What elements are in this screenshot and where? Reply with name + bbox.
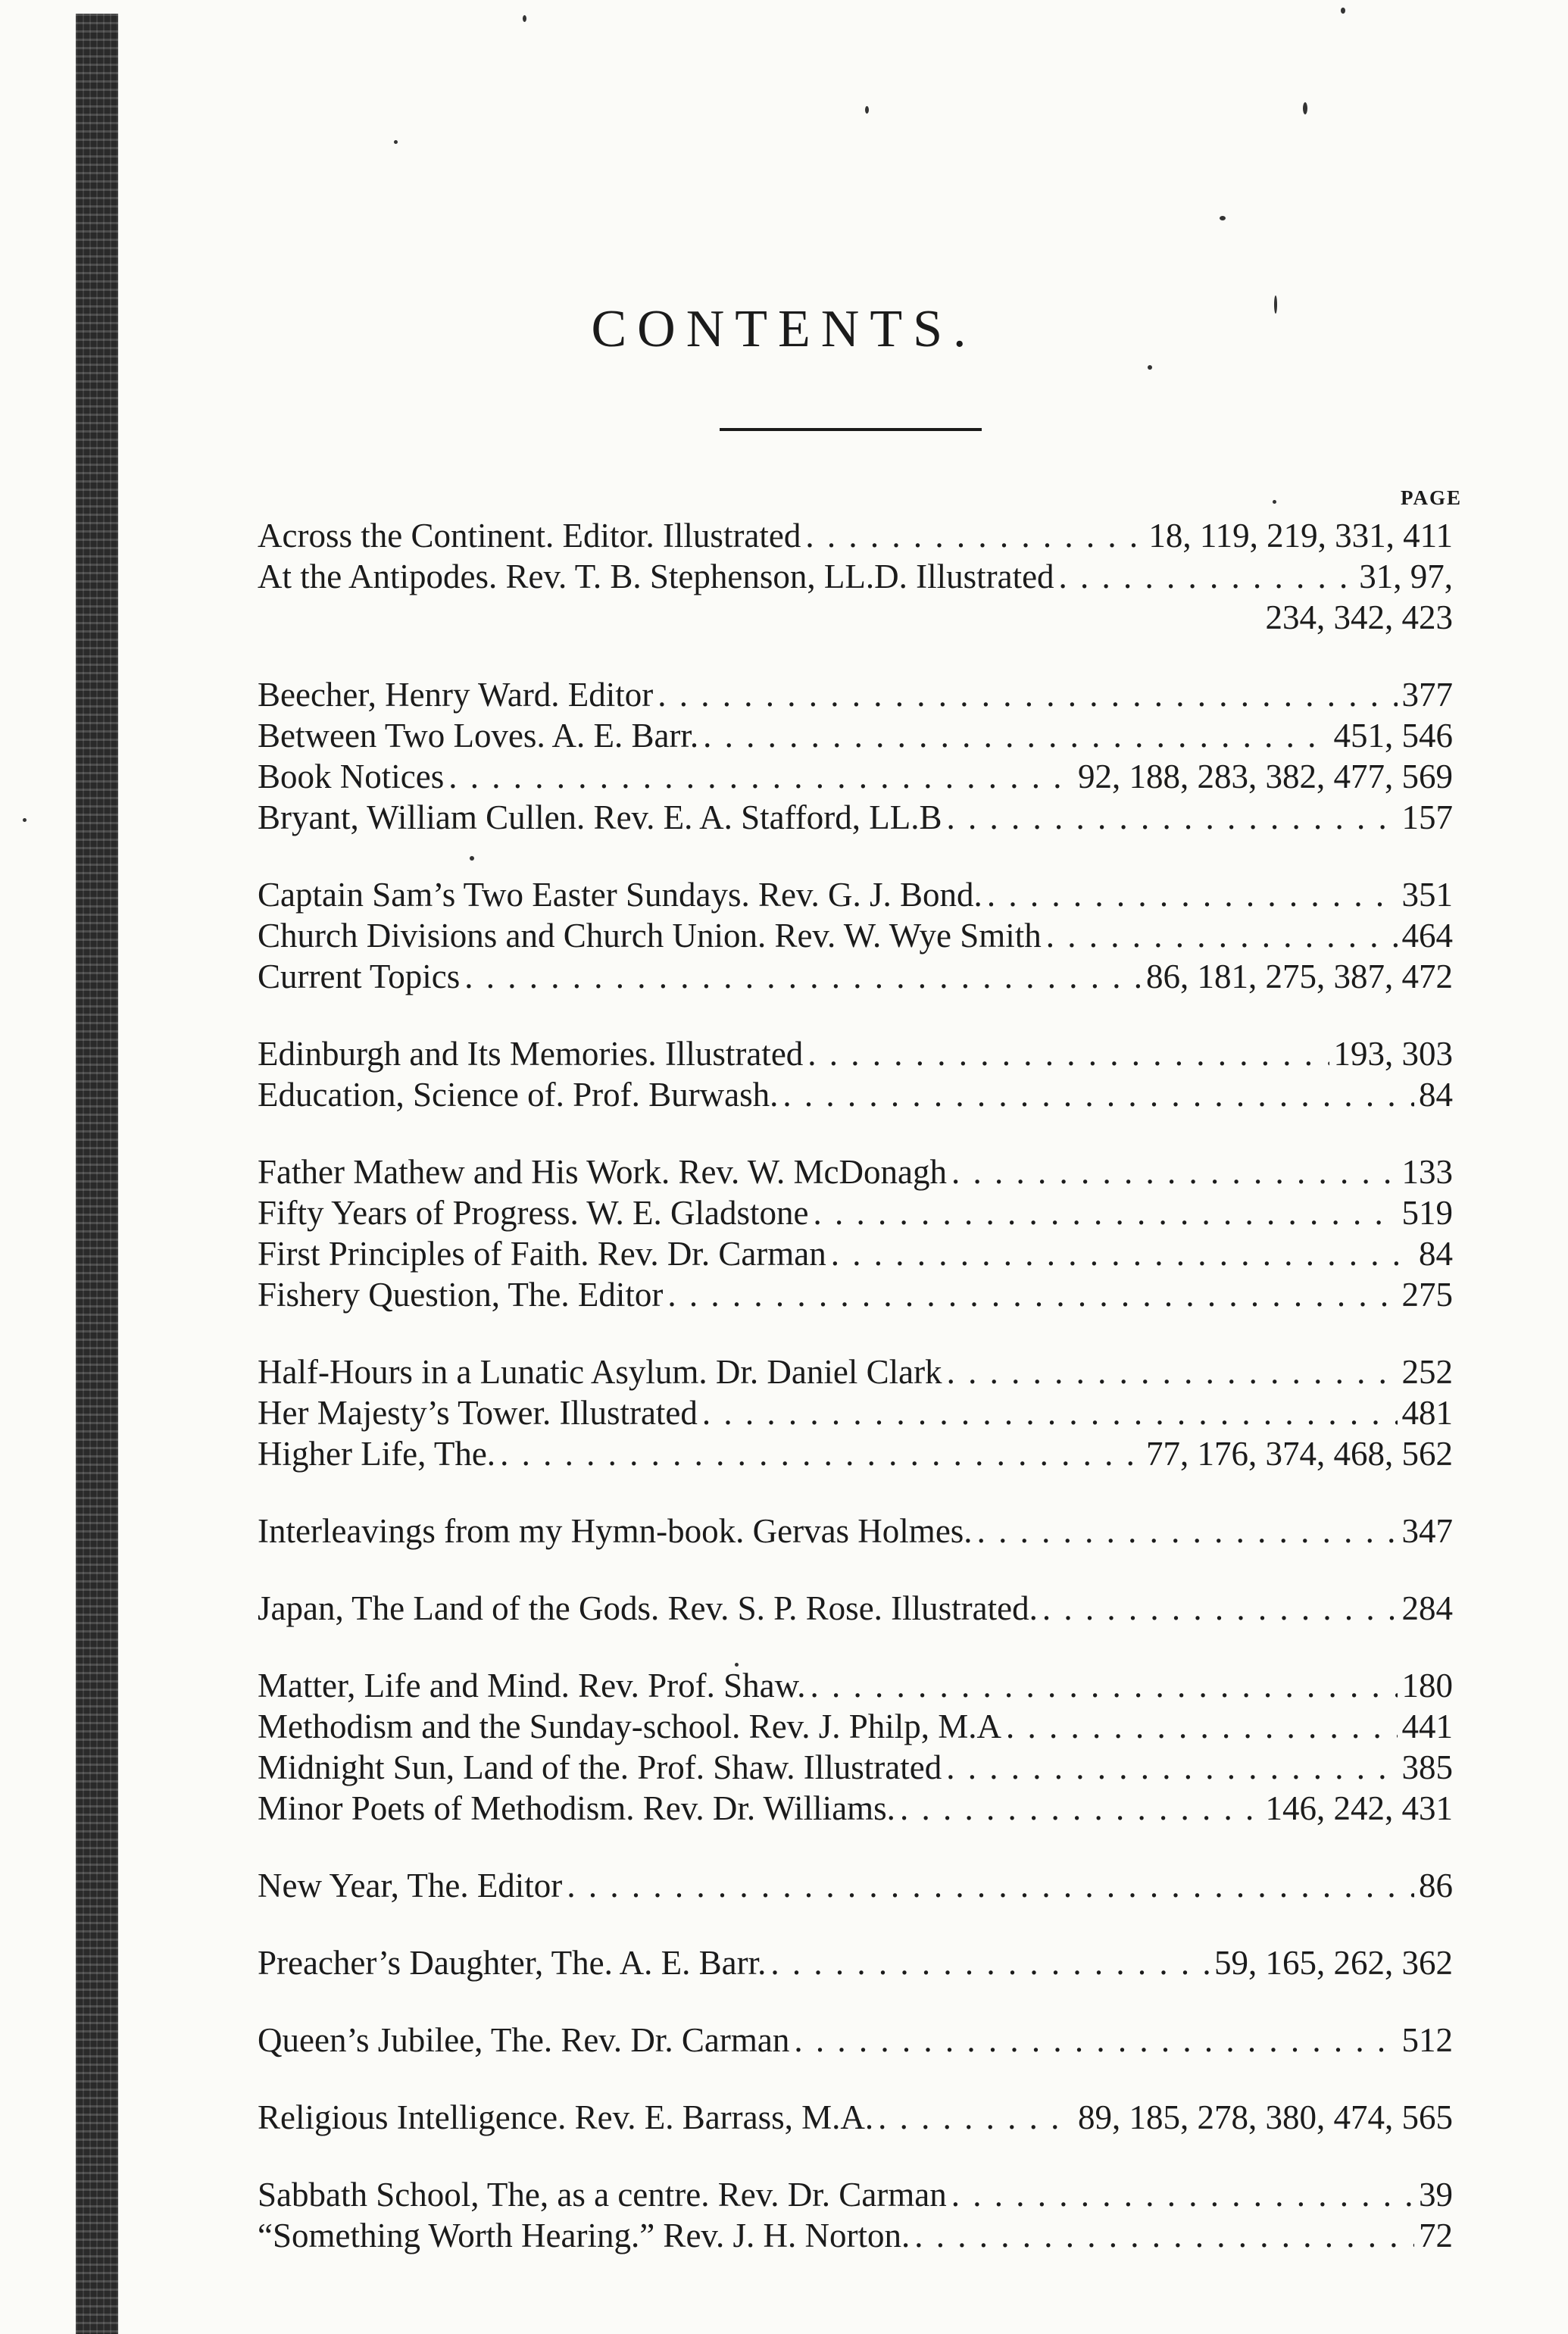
dot-leader bbox=[951, 2174, 1414, 2215]
toc-entry bbox=[258, 756, 1453, 797]
entry-pages: 84 bbox=[1419, 1076, 1453, 1114]
entry-title: Methodism and the Sunday-school. Rev. J. Philp, M.A bbox=[258, 1708, 1002, 1745]
entry-pages: 31, 97, bbox=[1359, 558, 1453, 595]
entry-title: Minor Poets of Methodism. Rev. Dr. Williams. bbox=[258, 1789, 895, 1827]
entry-title: Education, Science of. Prof. Burwash. bbox=[258, 1076, 779, 1114]
dot-leader bbox=[1042, 1588, 1398, 1629]
entry-pages: 385 bbox=[1401, 1748, 1453, 1786]
scan-speck bbox=[1148, 365, 1152, 370]
entry-title: Religious Intelligence. Rev. E. Barrass, M.A. bbox=[258, 2098, 874, 2136]
entry-title: Bryant, William Cullen. Rev. E. A. Stafford, LL.B bbox=[258, 798, 942, 836]
entry-title: Across the Continent. Editor. Illustrated bbox=[258, 517, 801, 555]
toc-entry bbox=[258, 715, 1453, 756]
entry-pages: 347 bbox=[1401, 1512, 1453, 1550]
toc-entry bbox=[258, 674, 1453, 715]
toc-entry bbox=[258, 1706, 1453, 1747]
entry-title: Japan, The Land of the Gods. Rev. S. P. Rose. Illustrated. bbox=[258, 1589, 1038, 1627]
entry-title: Edinburgh and Its Memories. Illustrated bbox=[258, 1035, 804, 1073]
toc-entry bbox=[258, 1074, 1453, 1115]
entry-title: Higher Life, The. bbox=[258, 1435, 496, 1473]
entry-title: First Principles of Faith. Rev. Dr. Carman bbox=[258, 1235, 826, 1273]
entry-pages: 133 bbox=[1401, 1153, 1453, 1191]
dot-leader bbox=[810, 1665, 1397, 1706]
toc-entry bbox=[258, 1274, 1453, 1315]
toc-entry bbox=[258, 1588, 1453, 1629]
entry-pages: 86 bbox=[1419, 1867, 1453, 1904]
entry-pages: 39 bbox=[1419, 2176, 1453, 2214]
entry-title: Half-Hours in a Lunatic Asylum. Dr. Daniel Clark bbox=[258, 1353, 942, 1391]
entry-pages: 59, 165, 262, 362 bbox=[1214, 1944, 1453, 1982]
dot-leader bbox=[448, 756, 1073, 797]
entry-title: “Something Worth Hearing.” Rev. J. H. Norton. bbox=[258, 2217, 911, 2254]
entry-pages: 146, 242, 431 bbox=[1265, 1789, 1453, 1827]
dot-leader bbox=[807, 1033, 1329, 1074]
dot-leader bbox=[464, 956, 1142, 997]
dot-leader bbox=[878, 2097, 1073, 2138]
entry-title: Current Topics bbox=[258, 958, 461, 995]
toc-entry bbox=[258, 1033, 1453, 1074]
dot-leader bbox=[914, 2215, 1414, 2256]
toc-entry bbox=[258, 1865, 1453, 1906]
entry-pages: 77, 176, 374, 468, 562 bbox=[1146, 1435, 1453, 1473]
toc-entry bbox=[258, 915, 1453, 956]
toc-entry bbox=[258, 797, 1453, 838]
dot-leader bbox=[987, 874, 1398, 915]
entry-pages: 351 bbox=[1401, 876, 1453, 914]
scan-speck bbox=[23, 818, 27, 822]
toc-entry bbox=[258, 1747, 1453, 1788]
entry-title: New Year, The. Editor bbox=[258, 1867, 563, 1904]
entry-pages: 89, 185, 278, 380, 474, 565 bbox=[1078, 2098, 1453, 2136]
entry-pages: 377 bbox=[1401, 676, 1453, 714]
entry-pages: 275 bbox=[1401, 1276, 1453, 1314]
entry-title: Matter, Life and Mind. Rev. Prof. Shaw. bbox=[258, 1667, 806, 1704]
dot-leader bbox=[782, 1074, 1414, 1115]
entry-pages: 464 bbox=[1401, 917, 1453, 955]
contents-list bbox=[258, 515, 1453, 2256]
entry-pages: 193, 303 bbox=[1333, 1035, 1453, 1073]
dot-leader bbox=[770, 1942, 1210, 1983]
toc-entry bbox=[258, 1788, 1453, 1829]
entry-title: Fifty Years of Progress. W. E. Gladstone bbox=[258, 1194, 809, 1232]
entry-pages: 86, 181, 275, 387, 472 bbox=[1146, 958, 1453, 995]
toc-entry bbox=[258, 1433, 1453, 1474]
entry-pages-continued: 234, 342, 423 bbox=[1265, 598, 1453, 636]
entry-title: Interleavings from my Hymn-book. Gervas Holmes. bbox=[258, 1512, 973, 1550]
entry-pages: 180 bbox=[1401, 1667, 1453, 1704]
page-title: CONTENTS. bbox=[591, 300, 977, 358]
dot-leader bbox=[567, 1865, 1414, 1906]
page-column-label: PAGE bbox=[1401, 486, 1462, 509]
toc-entry bbox=[258, 2097, 1453, 2138]
scan-speck bbox=[1341, 8, 1345, 14]
toc-entry bbox=[258, 1511, 1453, 1551]
toc-entry bbox=[258, 556, 1453, 597]
entry-title: Her Majesty’s Tower. Illustrated bbox=[258, 1394, 698, 1432]
entry-title: Sabbath School, The, as a centre. Rev. Dr. Carman bbox=[258, 2176, 947, 2214]
entry-title: Book Notices bbox=[258, 758, 445, 795]
dot-leader bbox=[1059, 556, 1355, 597]
dot-leader bbox=[831, 1233, 1414, 1274]
entry-pages: 92, 188, 283, 382, 477, 569 bbox=[1078, 758, 1453, 795]
dot-leader bbox=[951, 1151, 1398, 1192]
toc-entry bbox=[258, 1233, 1453, 1274]
dot-leader bbox=[500, 1433, 1142, 1474]
scan-speck bbox=[394, 140, 398, 144]
entry-title: At the Antipodes. Rev. T. B. Stephenson, LL.D. Illustrated bbox=[258, 558, 1054, 595]
dot-leader bbox=[667, 1274, 1397, 1315]
toc-entry bbox=[258, 1351, 1453, 1392]
toc-entry bbox=[258, 2020, 1453, 2061]
entry-pages: 18, 119, 219, 331, 411 bbox=[1148, 517, 1453, 555]
dot-leader bbox=[1006, 1706, 1397, 1747]
scan-speck bbox=[1273, 500, 1276, 504]
dot-leader bbox=[702, 1392, 1398, 1433]
entry-pages: 519 bbox=[1401, 1194, 1453, 1232]
scan-speck bbox=[865, 106, 869, 114]
entry-title: Church Divisions and Church Union. Rev. W. Wye Smith bbox=[258, 917, 1042, 955]
toc-entry bbox=[258, 515, 1453, 556]
scan-speck bbox=[523, 15, 526, 22]
dot-leader bbox=[900, 1788, 1261, 1829]
toc-entry bbox=[258, 1942, 1453, 1983]
dot-leader bbox=[703, 715, 1329, 756]
entry-title: Queen’s Jubilee, The. Rev. Dr. Carman bbox=[258, 2021, 790, 2059]
dot-leader bbox=[657, 674, 1397, 715]
toc-entry bbox=[258, 1151, 1453, 1192]
toc-entry bbox=[258, 1192, 1453, 1233]
title-rule bbox=[720, 428, 982, 431]
dot-leader bbox=[977, 1511, 1398, 1551]
entry-pages: 441 bbox=[1401, 1708, 1453, 1745]
entry-title: Beecher, Henry Ward. Editor bbox=[258, 676, 654, 714]
toc-entry bbox=[258, 1665, 1453, 1706]
dot-leader bbox=[946, 1747, 1397, 1788]
dot-leader bbox=[1046, 915, 1398, 956]
dot-leader bbox=[947, 1351, 1398, 1392]
toc-entry bbox=[258, 1392, 1453, 1433]
entry-pages: 284 bbox=[1401, 1589, 1453, 1627]
toc-entry bbox=[258, 2174, 1453, 2215]
toc-entry bbox=[258, 2215, 1453, 2256]
entry-title: Preacher’s Daughter, The. A. E. Barr. bbox=[258, 1944, 767, 1982]
dot-leader bbox=[814, 1192, 1398, 1233]
entry-title: Father Mathew and His Work. Rev. W. McDonagh bbox=[258, 1153, 947, 1191]
dot-leader bbox=[947, 797, 1398, 838]
toc-entry bbox=[258, 956, 1453, 997]
entry-title: Captain Sam’s Two Easter Sundays. Rev. G. J. Bond. bbox=[258, 876, 982, 914]
entry-pages: 157 bbox=[1401, 798, 1453, 836]
entry-pages: 72 bbox=[1419, 2217, 1453, 2254]
dot-leader bbox=[805, 515, 1144, 556]
entry-title: Midnight Sun, Land of the. Prof. Shaw. Illustrated bbox=[258, 1748, 942, 1786]
entry-title: Between Two Loves. A. E. Barr. bbox=[258, 717, 699, 755]
entry-title: Fishery Question, The. Editor bbox=[258, 1276, 664, 1314]
scan-speck bbox=[1220, 216, 1226, 220]
entry-pages: 451, 546 bbox=[1333, 717, 1453, 755]
dot-leader bbox=[794, 2020, 1397, 2061]
book-spine bbox=[76, 14, 118, 2334]
toc-entry bbox=[258, 874, 1453, 915]
entry-pages: 481 bbox=[1401, 1394, 1453, 1432]
entry-pages: 512 bbox=[1401, 2021, 1453, 2059]
scan-speck bbox=[1303, 102, 1307, 114]
entry-pages: 84 bbox=[1419, 1235, 1453, 1273]
entry-pages: 252 bbox=[1401, 1353, 1453, 1391]
